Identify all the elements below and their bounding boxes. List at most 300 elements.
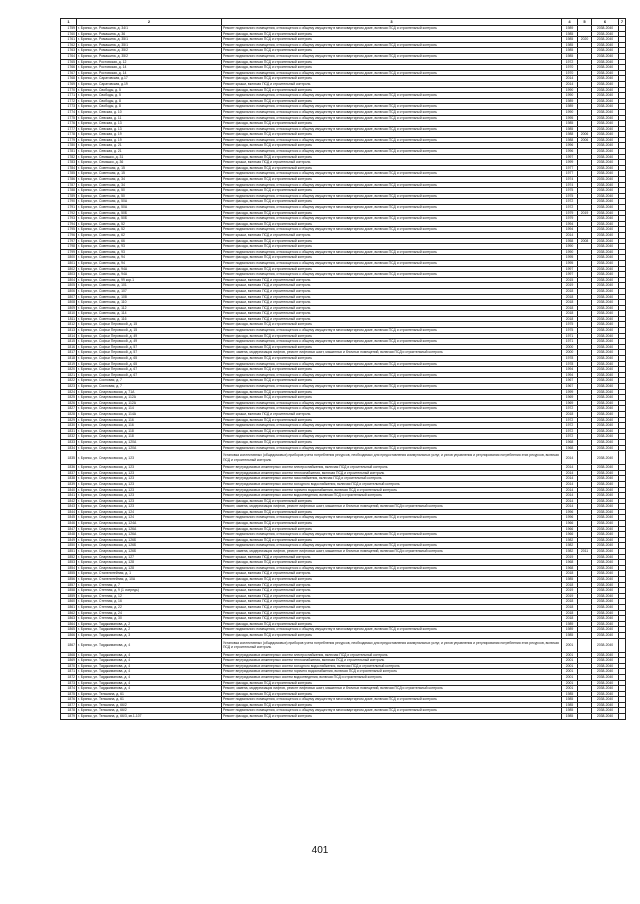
year-repaired-cell: [578, 714, 592, 720]
year-built-cell: 1969: [562, 395, 578, 401]
period-cell: 2038-2040: [592, 714, 619, 720]
work-type-cell: Ремонт крыши, включая ПСД и строительный контроль: [222, 300, 562, 306]
year-built-cell: 2014: [562, 498, 578, 504]
row-number-cell: 1793: [61, 216, 77, 222]
address-cell: г. Брянск, ул. Спартаковская, д. 123: [77, 481, 222, 487]
year-built-cell: 1977: [562, 171, 578, 177]
year-built-cell: 1996: [562, 149, 578, 155]
row-number-cell: 1767: [61, 70, 77, 76]
address-cell: г. Брянск, ул. Спартаковская, д. 126А: [77, 526, 222, 532]
year-built-cell: 1975: [562, 193, 578, 199]
work-type-cell: Ремонт подвального помещения, относящегося к общему имуществу в многоквартирном доме, включая ПСД и строительный контроль: [222, 272, 562, 278]
address-cell: г. Брянск, ул. Советская, д. 108: [77, 294, 222, 300]
year-built-cell: 1990: [562, 249, 578, 255]
work-type-cell: Ремонт крыши, включая ПСД и строительный контроль: [222, 81, 562, 87]
row-number-cell: 1801: [61, 260, 77, 266]
period-cell: 2038-2040: [592, 680, 619, 686]
year-built-cell: 1966: [562, 521, 578, 527]
address-cell: г. Брянск, ул. Степная, д. 24: [77, 610, 222, 616]
work-type-cell: Ремонт подвального помещения, относящегося к общему имуществу в многоквартирном доме, включая ПСД и строительный контроль: [222, 339, 562, 345]
period-cell: 2038-2040: [592, 372, 619, 378]
work-type-cell: Ремонт подвального помещения, относящегося к общему имуществу в многоквартирном доме, включая ПСД и строительный контроль: [222, 697, 562, 703]
year-built-cell: 1994: [562, 221, 578, 227]
column-header: 4: [562, 19, 578, 26]
year-built-cell: 1967: [562, 384, 578, 390]
address-cell: г. Брянск, ул. Советская, д. 93: [77, 244, 222, 250]
table-row: [61, 714, 626, 720]
address-cell: г. Брянск, ул. Софьи Перовской, д. 67: [77, 372, 222, 378]
address-cell: г. Брянск, ул. Тарджимановa, д. 4: [77, 686, 222, 692]
period-cell: 2038-2040: [592, 465, 619, 471]
period-cell: 2038-2040: [592, 255, 619, 261]
address-cell: г. Брянск, ул. Сосновая, д. 7: [77, 378, 222, 384]
work-type-cell: Ремонт фасада, включая ПСД и строительный контроль: [222, 238, 562, 244]
period-cell: 2038-2040: [592, 132, 619, 138]
address-cell: г. Брянск, ул. Советская, д. 34: [77, 182, 222, 188]
address-cell: г. Брянск, ул. Советская, д. 107: [77, 288, 222, 294]
row-number-cell: 1831: [61, 428, 77, 434]
work-type-cell: Ремонт крыши, включая ПСД и строительный контроль: [222, 277, 562, 283]
work-type-cell: Ремонт фасада, включая ПСД и строительный контроль: [222, 121, 562, 127]
row-number-cell: 1818: [61, 356, 77, 362]
address-cell: г. Брянск, ул. Ростовская, д. 12: [77, 59, 222, 65]
work-type-cell: Ремонт фасада, включая ПСД и строительный контроль: [222, 177, 562, 183]
address-cell: г. Брянск, ул. Советская, д. 50: [77, 193, 222, 199]
work-type-cell: Ремонт подвального помещения, относящегося к общему имуществу в многоквартирном доме, включая ПСД и строительный контроль: [222, 42, 562, 48]
address-cell: г. Брянск, ул. Степная, д. 12: [77, 593, 222, 599]
period-cell: 2038-2040: [592, 121, 619, 127]
period-cell: 2038-2040: [592, 708, 619, 714]
address-cell: г. Брянск, ул. Ростовская, д. 14: [77, 70, 222, 76]
row-number-cell: 1817: [61, 350, 77, 356]
period-cell: 2038-2040: [592, 384, 619, 390]
work-type-cell: Ремонт подвального помещения, относящегося к общему имуществу в многоквартирном доме, включая ПСД и строительный контроль: [222, 423, 562, 429]
period-cell: 2038-2040: [592, 543, 619, 549]
period-cell: 2038-2040: [592, 493, 619, 499]
period-cell: 2038-2040: [592, 593, 619, 599]
year-built-cell: 1995: [562, 260, 578, 266]
period-cell: 2038-2040: [592, 367, 619, 373]
year-built-cell: 1972: [562, 406, 578, 412]
row-number-cell: 1795: [61, 227, 77, 233]
period-cell: 2038-2040: [592, 616, 619, 622]
row-number-cell: 1820: [61, 367, 77, 373]
address-cell: г. Брянск, ул. Спартаковская, д. 126А: [77, 532, 222, 538]
year-built-cell: 1978: [562, 361, 578, 367]
year-built-cell: 1996: [562, 143, 578, 149]
year-built-cell: 2014: [562, 504, 578, 510]
period-cell: 2038-2040: [592, 389, 619, 395]
address-cell: г. Брянск, ул. Спартаковская, д. 112А: [77, 395, 222, 401]
year-built-cell: 1995: [562, 255, 578, 261]
address-cell: г. Брянск, ул. Тарджимановa, д. 3: [77, 632, 222, 638]
year-built-cell: 2014: [562, 470, 578, 476]
address-cell: г. Брянск, ул. Севская, д. 21: [77, 149, 222, 155]
address-cell: г. Брянск, ул. Советская, д. 93: [77, 249, 222, 255]
row-number-cell: 1844: [61, 509, 77, 515]
row-number-cell: 1850: [61, 543, 77, 549]
period-cell: 2038-2040: [592, 588, 619, 594]
header-row: [61, 19, 626, 26]
work-type-cell: Ремонт подвального помещения, относящегося к общему имуществу в многоквартирном доме, включая ПСД и строительный контроль: [222, 104, 562, 110]
row-number-cell: 1873: [61, 680, 77, 686]
row-number-cell: 1847: [61, 526, 77, 532]
work-type-cell: Ремонт подвального помещения, относящегося к общему имуществу в многоквартирном доме, включая ПСД и строительный контроль: [222, 260, 562, 266]
work-type-cell: Ремонт крыши, включая ПСД и строительный контроль: [222, 288, 562, 294]
year-built-cell: 1968: [562, 565, 578, 571]
year-built-cell: 1982: [562, 543, 578, 549]
year-built-cell: 2001: [562, 680, 578, 686]
year-built-cell: 1990: [562, 244, 578, 250]
period-cell: 2038-2040: [592, 93, 619, 99]
work-type-cell: Ремонт крыши, включая ПСД и строительный контроль: [222, 294, 562, 300]
work-type-cell: Ремонт фасада, включая ПСД и строительный контроль: [222, 65, 562, 71]
row-number-cell: 1834: [61, 445, 77, 451]
work-type-cell: Ремонт, замена, модернизация лифтов, ремонт лифтовых шахт, машинных и блочных помещений, включая ПСД и строительный контроль: [222, 686, 562, 692]
period-cell: 2035-2040: [592, 177, 619, 183]
row-number-cell: 1878: [61, 708, 77, 714]
work-type-cell: Ремонт фасада, включая ПСД и строительный контроль: [222, 59, 562, 65]
work-type-cell: Ремонт подвального помещения, относящегося к общему имуществу в многоквартирном доме, включая ПСД и строительный контроль: [222, 70, 562, 76]
period-cell: 2038-2040: [592, 549, 619, 555]
address-cell: г. Брянск, ул. Спартаковская, д. 128: [77, 560, 222, 566]
period-cell: 2038-2040: [592, 109, 619, 115]
address-cell: г. Брянск, ул. Семашко, д. 31: [77, 154, 222, 160]
address-cell: г. Брянск, ул. Советская, д. 99 кор.1: [77, 277, 222, 283]
row-number-cell: 1855: [61, 571, 77, 577]
period-cell: 2038-2040: [592, 210, 619, 216]
work-type-cell: Ремонт подвального помещения, относящегося к общему имуществу в многоквартирном доме, включая ПСД и строительный контроль: [222, 565, 562, 571]
period-cell: 2038-2040: [592, 42, 619, 48]
address-cell: г. Брянск, ул. Свободы, д. 5: [77, 93, 222, 99]
year-built-cell: 2018: [562, 571, 578, 577]
year-built-cell: 1970: [562, 70, 578, 76]
address-cell: г. Брянск, ул. Тельмана, д. 61: [77, 691, 222, 697]
year-built-cell: 2018: [562, 294, 578, 300]
year-built-cell: 2018: [562, 305, 578, 311]
period-cell: 2038-2040: [592, 126, 619, 132]
period-cell: 2038-2040: [592, 406, 619, 412]
address-cell: г. Брянск, ул. Советская, д. 101: [77, 283, 222, 289]
year-built-cell: 1997: [562, 272, 578, 278]
period-cell: 2038-2040: [592, 65, 619, 71]
address-cell: г. Брянск, ул. Свободы, д. 5: [77, 87, 222, 93]
address-cell: г. Брянск, ул. Софьи Перовской, д. 67: [77, 367, 222, 373]
column-header: 1: [61, 19, 77, 26]
work-type-cell: Ремонт подвального помещения, относящегося к общему имуществу в многоквартирном доме, включая ПСД и строительный контроль: [222, 406, 562, 412]
work-type-cell: Ремонт фасада, включая ПСД и строительный контроль: [222, 395, 562, 401]
period-cell: 2038-2040: [592, 663, 619, 669]
year-built-cell: 2019: [562, 554, 578, 560]
row-number-cell: 1789: [61, 193, 77, 199]
row-number-cell: 1828: [61, 411, 77, 417]
row-number-cell: 1816: [61, 344, 77, 350]
year-built-cell: 1978: [562, 356, 578, 362]
period-cell: 2038-2040: [592, 658, 619, 664]
work-type-cell: Ремонт фасада, включая ПСД и строительный контроль: [222, 244, 562, 250]
address-cell: г. Брянск, ул. Спартаковская, д. 71А: [77, 389, 222, 395]
column-header: 2: [77, 19, 222, 26]
period-cell: 2038-2040: [592, 193, 619, 199]
work-type-cell: Ремонт крыши, включая ПСД и строительный контроль: [222, 610, 562, 616]
row-number-cell: 1846: [61, 521, 77, 527]
row-number-cell: 1868: [61, 652, 77, 658]
work-type-cell: Ремонт фасада, включая ПСД и строительный контроль: [222, 417, 562, 423]
year-repaired-cell: [578, 638, 592, 652]
period-cell: 2038-2040: [592, 115, 619, 121]
period-cell: 2038-2040: [592, 76, 619, 82]
period-cell: 2038-2040: [592, 532, 619, 538]
row-number-cell: 1819: [61, 361, 77, 367]
year-built-cell: 2001: [562, 658, 578, 664]
work-type-cell: Ремонт крыши, включая ПСД и строительный контроль: [222, 411, 562, 417]
year-built-cell: 2014: [562, 481, 578, 487]
work-type-cell: Ремонт фасада, включая ПСД и строительный контроль: [222, 132, 562, 138]
work-type-cell: Ремонт подвального помещения, относящегося к общему имуществу в многоквартирном доме, включая ПСД и строительный контроль: [222, 109, 562, 115]
row-number-cell: 1764: [61, 53, 77, 59]
period-cell: 2038-2040: [592, 165, 619, 171]
work-type-cell: Ремонт крыши, включая ПСД и строительный контроль: [222, 232, 562, 238]
address-cell: г. Брянск, ул. Ромашина, д. 34/1: [77, 26, 222, 32]
year-built-cell: 2018: [562, 616, 578, 622]
row-number-cell: 1791: [61, 205, 77, 211]
work-type-cell: Ремонт подвального помещения, относящегося к общему имуществу в многоквартирном доме, включая ПСД и строительный контроль: [222, 171, 562, 177]
period-cell: 2038-2040: [592, 283, 619, 289]
year-built-cell: 2014: [562, 487, 578, 493]
work-type-cell: Ремонт, замена, модернизация лифтов, ремонт лифтовых шахт, машинных и блочных помещений, включая ПСД и строительный контроль: [222, 350, 562, 356]
row-number-cell: 1825: [61, 395, 77, 401]
row-number-cell: 1782: [61, 154, 77, 160]
year-built-cell: 2018: [562, 316, 578, 322]
work-type-cell: Ремонт фасада, включая ПСД и строительный контроль: [222, 210, 562, 216]
period-cell: 2038-2040: [592, 316, 619, 322]
period-cell: 2038-2040: [592, 632, 619, 638]
year-built-cell: 2018: [562, 411, 578, 417]
period-cell: 2038-2040: [592, 104, 619, 110]
period-cell: 2038-2040: [592, 48, 619, 54]
address-cell: г. Брянск, ул. Степная, д. 30: [77, 616, 222, 622]
year-built-cell: 1990: [562, 93, 578, 99]
year-built-cell: 1966: [562, 526, 578, 532]
year-built-cell: 2001: [562, 674, 578, 680]
row-number-cell: 1773: [61, 104, 77, 110]
row-number-cell: 1845: [61, 515, 77, 521]
year-built-cell: 1972: [562, 199, 578, 205]
year-built-cell: 2014: [562, 81, 578, 87]
period-cell: 2038-2040: [592, 417, 619, 423]
note-cell: [619, 638, 626, 652]
year-built-cell: 2018: [562, 582, 578, 588]
address-cell: г. Брянск, ул. Советская, д. 34: [77, 177, 222, 183]
period-cell: 2038-2040: [592, 470, 619, 476]
address-cell: г. Брянск, ул. Спартаковская, д. 126Б: [77, 549, 222, 555]
period-cell: 2038-2040: [592, 537, 619, 543]
address-cell: г. Брянск, ул. Степная, д. 7: [77, 582, 222, 588]
year-built-cell: 1985: [562, 48, 578, 54]
address-cell: г. Брянск, ул. Софьи Перовской, д. 49: [77, 339, 222, 345]
address-cell: г. Брянск, ул. Ромашина, д. 35/2: [77, 48, 222, 54]
address-cell: г. Брянск, ул. Софьи Перовской, д. 49: [77, 333, 222, 339]
year-repaired-cell: 2011: [578, 549, 592, 555]
row-number-cell: 1826: [61, 400, 77, 406]
period-cell: 2038-2040: [592, 434, 619, 440]
year-built-cell: 1975: [562, 328, 578, 334]
address-cell: г. Брянск, ул. Софьи Перовской, д. 57: [77, 350, 222, 356]
year-repaired-cell: 2008: [578, 238, 592, 244]
work-type-cell: Ремонт подвального помещения, относящегося к общему имуществу в многоквартирном доме, включая ПСД и строительный контроль: [222, 384, 562, 390]
work-type-cell: Ремонт подвального помещения, относящегося к общему имуществу в многоквартирном доме, включая ПСД и строительный контроль: [222, 400, 562, 406]
address-cell: г. Брянск, ул. Севская, д. 13: [77, 126, 222, 132]
address-cell: г. Брянск, ул. Тельмана, д. 66/2: [77, 702, 222, 708]
period-cell: 2038-2040: [592, 221, 619, 227]
work-type-cell: Ремонт фасада, включая ПСД и строительный контроль: [222, 322, 562, 328]
period-cell: 2038-2040: [592, 37, 619, 43]
address-cell: г. Брянск, ул. Степная, д. 16: [77, 599, 222, 605]
period-cell: 2038-2040: [592, 26, 619, 32]
address-cell: г. Брянск, ул. Севская, д. 19: [77, 132, 222, 138]
row-number-cell: 1852: [61, 554, 77, 560]
work-type-cell: Ремонт фасада, включая ПСД и строительный контроль: [222, 188, 562, 194]
row-number-cell: 1770: [61, 87, 77, 93]
row-number-cell: 1783: [61, 160, 77, 166]
address-cell: г. Брянск, ул. Спартаковская, д. 123: [77, 470, 222, 476]
period-cell: 2038-2040: [592, 87, 619, 93]
work-type-cell: Ремонт крыши, включая ПСД и строительный контроль: [222, 283, 562, 289]
row-number-cell: 1875: [61, 691, 77, 697]
address-cell: г. Брянск, ул. Сосновая, д. 7: [77, 384, 222, 390]
address-cell: г. Брянск, ул. Софьи Перовской, д. 57: [77, 344, 222, 350]
year-built-cell: 1975: [562, 188, 578, 194]
work-type-cell: Ремонт внутридомовых инженерных систем газоснабжения, включая ПСД и строительный контроль: [222, 476, 562, 482]
row-number-cell: 1863: [61, 616, 77, 622]
year-built-cell: 1997: [562, 154, 578, 160]
period-cell: 2038-2040: [592, 277, 619, 283]
period-cell: 2038-2040: [592, 604, 619, 610]
period-cell: 2038-2040: [592, 439, 619, 445]
address-cell: г. Брянск, ул. Степная, д. 22: [77, 604, 222, 610]
year-built-cell: 2014: [562, 451, 578, 465]
year-repaired-cell: 2019: [578, 210, 592, 216]
period-cell: 2038-2040: [592, 509, 619, 515]
year-built-cell: 2001: [562, 686, 578, 692]
period-cell: 2038-2040: [592, 171, 619, 177]
period-cell: 2038-2040: [592, 244, 619, 250]
year-built-cell: 1985: [562, 31, 578, 37]
address-cell: г. Брянск, ул. Советская, д. 52: [77, 221, 222, 227]
year-built-cell: 1968: [562, 445, 578, 451]
work-type-cell: Ремонт фасада, включая ПСД и строительный контроль: [222, 221, 562, 227]
period-cell: 2038-2040: [592, 311, 619, 317]
address-cell: г. Брянск, ул. Тарджимановa, д. 4: [77, 663, 222, 669]
row-number-cell: 1851: [61, 549, 77, 555]
period-cell: 2038-2040: [592, 599, 619, 605]
work-type-cell: Ремонт подвального помещения, относящегося к общему имуществу в многоквартирном доме, включая ПСД и строительный контроль: [222, 328, 562, 334]
row-number-cell: 1813: [61, 328, 77, 334]
work-type-cell: Ремонт крыши, включая ПСД и строительный контроль: [222, 616, 562, 622]
address-cell: г. Брянск, ул. Советская, д. 15: [77, 171, 222, 177]
year-repaired-cell: [578, 451, 592, 465]
row-number-cell: 1777: [61, 126, 77, 132]
year-built-cell: 1972: [562, 434, 578, 440]
period-cell: 2038-2040: [592, 188, 619, 194]
address-cell: г. Брянск, ул. Тарджимановa, д. 4: [77, 669, 222, 675]
row-number-cell: 1836: [61, 465, 77, 471]
note-cell: [619, 714, 626, 720]
address-cell: г. Брянск, ул. Советская, д. 94: [77, 255, 222, 261]
year-built-cell: 1974: [562, 177, 578, 183]
row-number-cell: 1839: [61, 481, 77, 487]
period-cell: 2038-2040: [592, 476, 619, 482]
work-type-cell: Ремонт внутридомовых инженерных систем горячего водоснабжения, включая ПСД и строительный контроль: [222, 487, 562, 493]
address-cell: г. Брянск, ул. Советская, д. 116: [77, 316, 222, 322]
row-number-cell: 1765: [61, 59, 77, 65]
year-built-cell: 1990: [562, 87, 578, 93]
row-number-cell: 1763: [61, 48, 77, 54]
year-built-cell: 1996: [562, 515, 578, 521]
work-type-cell: Ремонт подвального помещения, относящегося к общему имуществу в многоквартирном доме, включая ПСД и строительный контроль: [222, 26, 562, 32]
row-number-cell: 1872: [61, 674, 77, 680]
address-cell: г. Брянск, ул. Саратовская, д.19: [77, 81, 222, 87]
year-built-cell: 1985: [562, 37, 578, 43]
row-number-cell: 1843: [61, 504, 77, 510]
work-type-cell: Ремонт подвального помещения, относящегося к общему имуществу в многоквартирном доме, включая ПСД и строительный контроль: [222, 627, 562, 633]
period-cell: 2038-2040: [592, 305, 619, 311]
period-cell: 2038-2040: [592, 294, 619, 300]
row-number-cell: 1869: [61, 658, 77, 664]
year-built-cell: 1972: [562, 417, 578, 423]
row-number-cell: 1853: [61, 560, 77, 566]
period-cell: 2038-2040: [592, 154, 619, 160]
year-built-cell: 1974: [562, 182, 578, 188]
page-number: 401: [311, 845, 329, 856]
work-type-cell: Ремонт подвального помещения, относящегося к общему имуществу в многоквартирном доме, включая ПСД и строительный контроль: [222, 115, 562, 121]
row-number-cell: 1840: [61, 487, 77, 493]
address-cell: г. Брянск, ул. Спартаковская, д. 123: [77, 498, 222, 504]
address-cell: г. Брянск, ул. Севская, д. 19: [77, 137, 222, 143]
period-cell: 2038-2040: [592, 137, 619, 143]
period-cell: 2038-2040: [592, 59, 619, 65]
row-number-cell: 1809: [61, 305, 77, 311]
address-cell: г. Брянск, ул. Советская, д. 94А: [77, 272, 222, 278]
work-type-cell: Ремонт фасада, включая ПСД и строительный контроль: [222, 521, 562, 527]
year-built-cell: 1985: [562, 697, 578, 703]
row-number-cell: 1792: [61, 210, 77, 216]
work-type-cell: Ремонт внутридомовых инженерных систем холодного водоснабжения, включая ПСД и строительный контроль: [222, 663, 562, 669]
period-cell: 2038-2040: [592, 400, 619, 406]
work-type-cell: Ремонт крыши, включая ПСД и строительный контроль: [222, 316, 562, 322]
period-cell: 2038-2040: [592, 610, 619, 616]
address-cell: г. Брянск, ул. Спартаковская, д. 114А: [77, 411, 222, 417]
work-type-cell: Ремонт подвального помещения, относящегося к общему имуществу в многоквартирном доме, включая ПСД и строительный контроль: [222, 515, 562, 521]
year-built-cell: 1985: [562, 53, 578, 59]
row-number-cell: 1842: [61, 498, 77, 504]
work-type-cell: Ремонт фасада, включая ПСД и строительный контроль: [222, 31, 562, 37]
row-number-cell: 1823: [61, 384, 77, 390]
address-cell: г. Брянск, ул. Спартаковская, д. 124: [77, 515, 222, 521]
address-cell: г. Брянск, ул. Спартаковская, д. 116: [77, 417, 222, 423]
year-built-cell: 1977: [562, 165, 578, 171]
year-built-cell: 1966: [562, 532, 578, 538]
period-cell: 2038-2040: [592, 554, 619, 560]
row-number-cell: 1790: [61, 199, 77, 205]
row-number-cell: 1849: [61, 537, 77, 543]
row-number-cell: 1859: [61, 593, 77, 599]
year-built-cell: 1988: [562, 137, 578, 143]
work-type-cell: Ремонт крыши, включая ПСД и строительный контроль: [222, 571, 562, 577]
year-built-cell: 1994: [562, 372, 578, 378]
row-number-cell: 1870: [61, 663, 77, 669]
work-type-cell: Ремонт внутридомовых инженерных систем водоотведения, включая ПСД и строительный контроль: [222, 493, 562, 499]
